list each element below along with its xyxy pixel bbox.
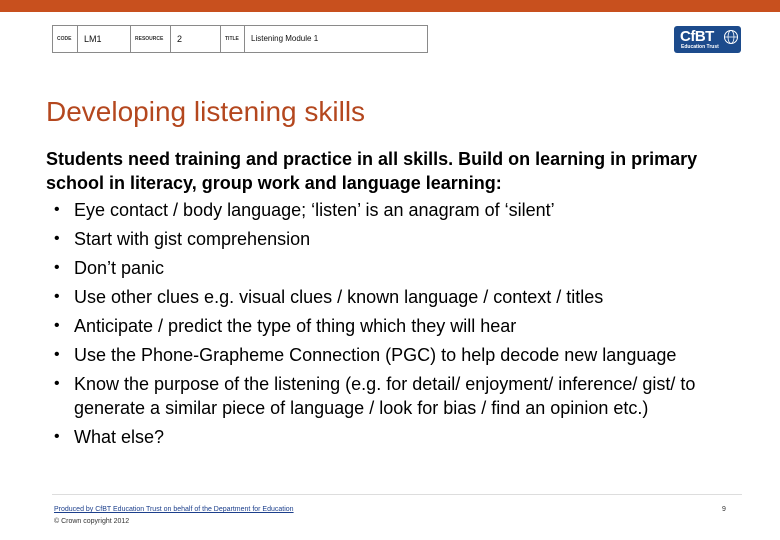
intro-text: Students need training and practice in all skills. Build on learning in primary school in literacy, group work and language learning: xyxy=(46,149,698,193)
logo-sub-text: Education Trust xyxy=(681,44,719,50)
bullet-icon: • xyxy=(54,201,60,218)
bullet-list xyxy=(46,198,756,454)
list-item: • Use the Phone-Grapheme Connection (PGC) to help decode new language xyxy=(54,345,677,365)
list-item: • Don’t panic xyxy=(54,258,165,278)
title-value: Listening Module 1 xyxy=(251,34,319,43)
bullet-icon: • xyxy=(54,317,60,334)
list-item: • What else? xyxy=(54,427,165,447)
code-label: CODE xyxy=(53,26,78,52)
code-value: LM1 xyxy=(78,26,131,52)
page-title: Developing listening skills xyxy=(46,96,366,127)
produced-by-link[interactable]: Produced by CfBT Education Trust on behalf of the Department for Education xyxy=(54,506,294,513)
list-item: • Start with gist comprehension xyxy=(54,229,311,249)
list-item: • Anticipate / predict the type of thing which they will hear xyxy=(54,316,517,336)
bullet-icon: • xyxy=(54,288,60,305)
cfbt-logo xyxy=(674,26,741,53)
logo-main-text: CfBT xyxy=(680,28,714,45)
list-item: • Know the purpose of the listening (e.g. for detail/ enjoyment/ inference/ gist/ to generate a similar piece of language / look for bias / find an opinion etc.) xyxy=(54,374,696,418)
page-number: 9 xyxy=(722,506,726,513)
resource-value: 2 xyxy=(171,26,221,52)
bullet-icon: • xyxy=(54,259,60,276)
footer-divider xyxy=(52,494,742,495)
copyright-text: © Crown copyright 2012 xyxy=(54,518,130,525)
globe-icon xyxy=(723,29,739,45)
resource-label: RESOURCE xyxy=(131,26,171,52)
bullet-icon: • xyxy=(54,428,60,445)
bullet-icon: • xyxy=(54,346,60,363)
title-label: TITLE xyxy=(221,26,245,52)
resource-header-table xyxy=(52,25,428,53)
list-item: • Eye contact / body language; ‘listen’ is an anagram of ‘silent’ xyxy=(54,200,555,220)
list-item: • Use other clues e.g. visual clues / known language / context / titles xyxy=(54,287,604,307)
top-accent-bar xyxy=(0,0,780,12)
bullet-icon: • xyxy=(54,230,60,247)
bullet-icon: • xyxy=(54,375,60,392)
